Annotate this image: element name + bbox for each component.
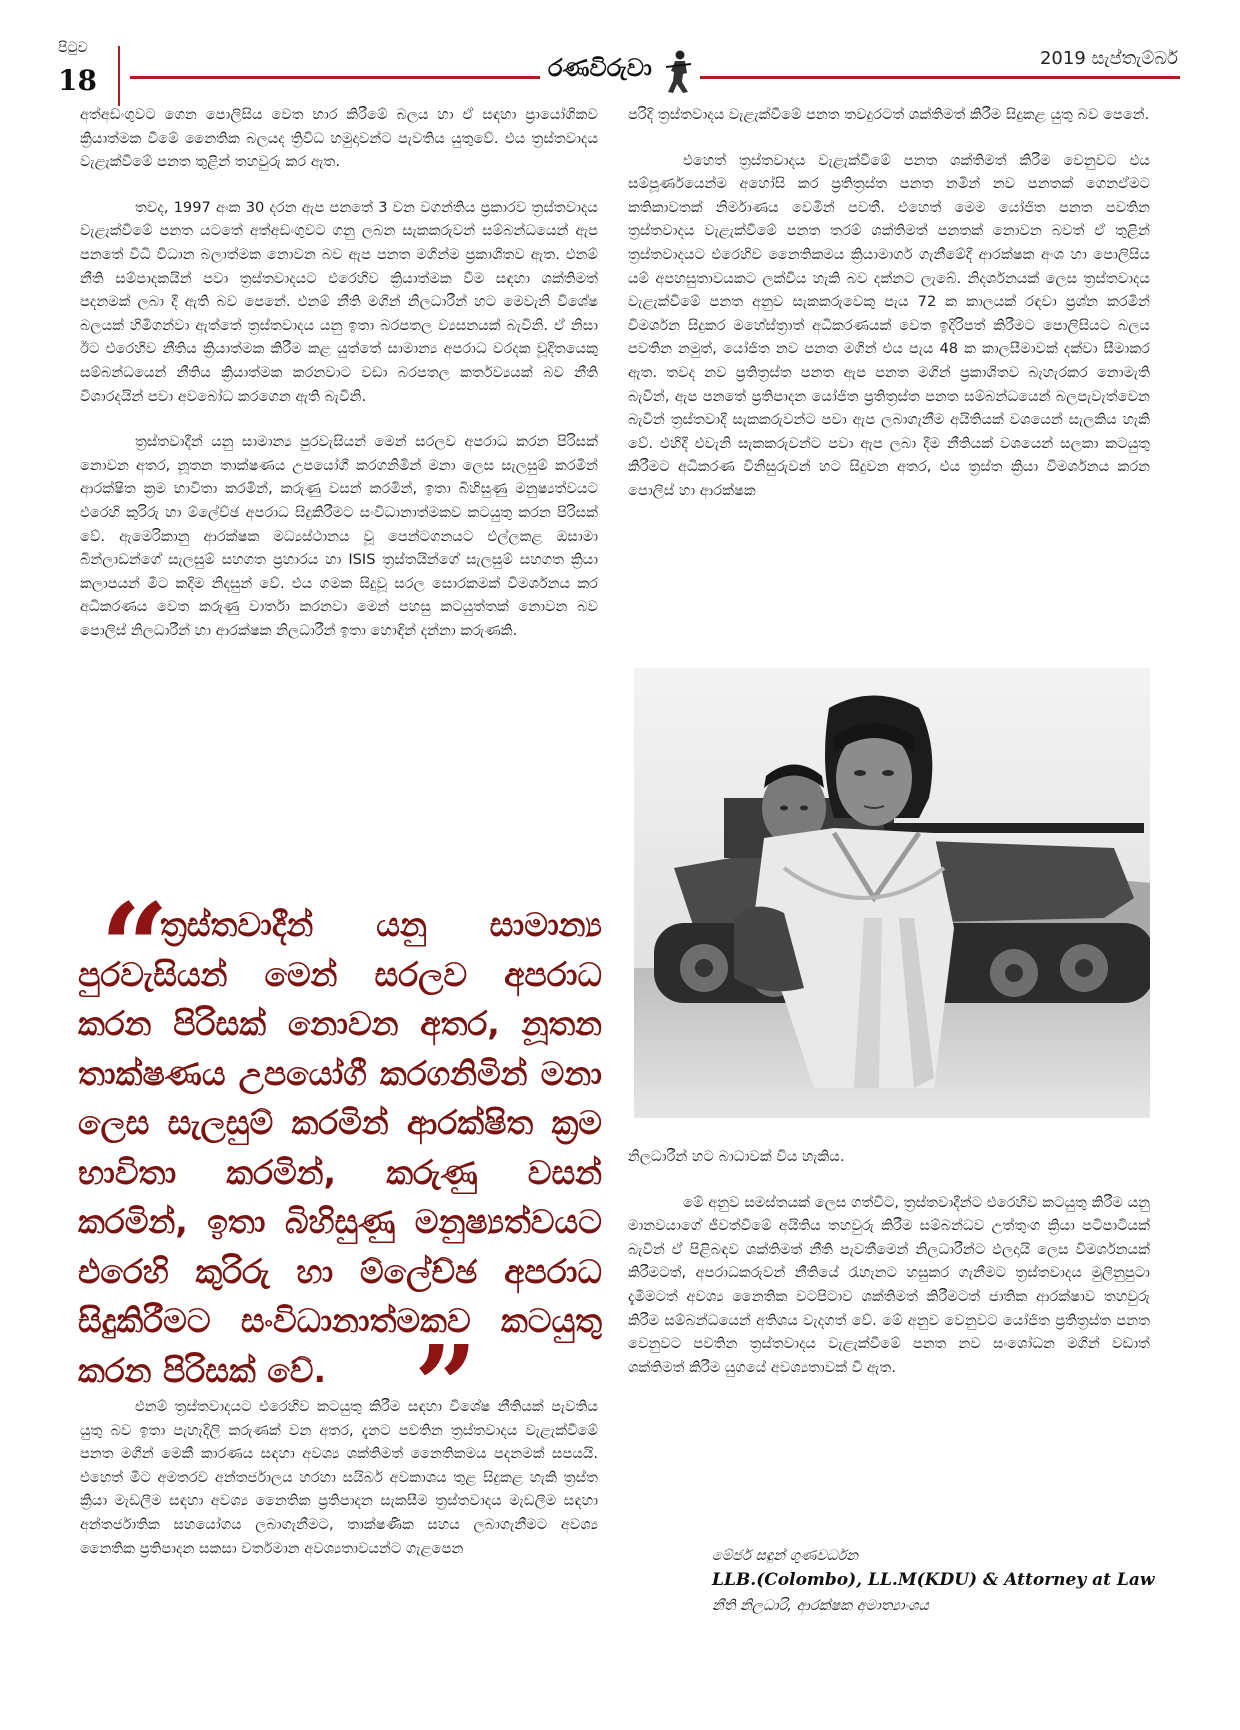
page-header [0,0,1240,110]
header-vertical-rule [118,46,120,106]
author-name: මේජර් සඳුන් ගුණවර්ධන [712,1548,859,1564]
masthead [548,48,698,94]
author-qualifications: LLB.(Colombo), LL.M(KDU) & Attorney at Law [712,1570,1155,1590]
header-rule-right [700,76,1180,79]
paragraph: ත්‍රස්තවාදීන් යනු සාමාන්‍ය පුරවැසියන් මෙන් සරලව අපරාධ කරන පිරිසක් නොවන අතර, නූතන තාක්ෂණය උපයෝගී කරගනිමින් මනා ලෙස සැලසුම් කරමින් ආරක්ෂිත ක්‍රම භාවිතා කරමින්, කරුණු වසන් කරමින්, ඉතා බිහිසුණු මනුෂ්‍යත්වයට එරෙහි කුරිරු හා ම්ලේච්ඡ අපරාධ සිදුකිරීමට සංවිධානාත්මකව කටයුතු කරන පිරිසක් වේ. ඇමෙරිකානු ආරක්ෂක මධ්‍යස්ථානය වූ පෙන්ටගනයට එල්ලකළ ඔසාමා බින්ලාඩන්ගේ සැලසුම් සහගත ප්‍රහාරය හා ISIS ත්‍රස්තයින්ගේ සැලසුම් සහගත ක්‍රියා කලාපයන් මීට කදිම නිදසුන් වේ. එය ගමක සිදුවූ සරල සොරකමක් විමර්ශනය කර අධිකරණය වෙත කරුණු වාර්තා කරනවා මෙන් පහසු කටයුත්තක් නොවන බව පොලිස් නිලධාරීන් හා ආරක්ෂක නිලධාරීන් ඉතා හොඳින් දන්නා කරුණකි. [80,433,598,639]
paragraph: අත්අඩංගුවට ගෙන පොලිසිය වෙත භාර කිරීමේ බලය හා ඒ සඳහා ප්‍රායෝගිකව ක්‍රියාත්මක වීමේ නෛතික බලයද ත්‍රිවිධ හමුදාවන්ට පැවතිය යුතුවේ. එය ත්‍රස්තවාදය වැළැක්වීමේ පනත තුළින් තහවුරු කර ඇත. [80,106,598,171]
masthead-title: රණවිරුවා [548,54,652,82]
paragraph: නිලධාරීන් හට බාධාවක් විය හැකිය. [628,1148,845,1165]
right-column-bottom [628,1145,1150,1401]
pull-quote [78,877,602,1450]
right-column-top [628,103,1150,525]
left-column-bottom [80,1395,598,1582]
left-column-top [80,103,598,664]
pull-quote-body: ත්‍රස්තවාදීන් යනු සාමාන්‍ය පුරවැසියන් මෙන් සරලව අපරාධ කරන පිරිසක් නොවන අතර, නූතන තාක්ෂණය උපයෝගී කරගනිමින් මනා ලෙස සැලසුම් කරමින් ආරක්ෂිත ක්‍රම භාවිතා කරමින්, කරුණු වසන් කරමින්, ඉතා බිහිසුණු මනුෂ්‍යත්වයට එරෙහි කුරිරු හා ම්ලේච්ඡ අපරාධ සිදුකිරීමට සංවිධානාත්මකව කටයුතු කරන පිරිසක් වේ. [78,905,602,1390]
article-photo [634,668,1150,1118]
paragraph: එනම් ත්‍රස්තවාදයට එරෙහිව කටයුතු කිරීම සඳහා විශේෂ නීතියක් පැවතිය යුතු බව ඉතා පැහැදිලි කරුණක් වන අතර, දැනට පවතින ත්‍රස්තවාදය වැළැක්වීමේ පනත මගින් මෙකී කාරණය සඳහා අවශ්‍ය ශක්තිමත් නෛතිකමය පදනමක් සපයයි. එහෙත් මීට අමතරව අන්තර්ජාලය හරහා සයිබර් අවකාශය තුළ සිදුකළ හැකි ත්‍රස්ත ක්‍රියා මැඩලීම සඳහා අවශ්‍ය නෛතික ප්‍රතිපාදන සැකසීම ත්‍රස්තවාදය මැඩලීම සඳහා අන්තර්ජාතික සහයෝගය ලබාගැනීමට, තාක්ෂණික සහය ලබාගැනීමට අවශ්‍ය නෛතික ප්‍රතිපාදන සකසා වර්තමාන අවශ්‍යතාවයන්ට ගැළපෙන [80,1398,598,1557]
photo-illustration [634,668,1150,1118]
paragraph: එහෙත් ත්‍රස්තවාදය වැළැක්වීමේ පනත ශක්තිමත් කිරීම වෙනුවට එය සම්පූර්ණයෙන්ම අහෝසි කර ප්‍රතිත්‍රස්ත පනත නමින් නව පනතක් ගෙනඒමට කතිකාවතක් නිර්මාණය වෙමින් පවතී. එහෙත් මෙම යෝජිත පනත පවතින ත්‍රස්තවාදය වැළැක්වීමේ පනත තරම් ශක්තිමත් පනතක් නොවන බවත් ඒ තුළින් ත්‍රස්තවාදයට එරෙහිව නෛතිකමය ක්‍රියාමාර්ග ගැනීමේදී ආරක්ෂක අංශ හා පොලිසිය යම් අපහසුතාවයකට ලක්විය හැකි බව දක්නට ලැබේ. නිදර්ශනයක් ලෙස ත්‍රස්තවාදය වැළැක්වීමේ පනත අනුව සැකකරුවෙකු පැය 72 ක කාලයක් රඳවා ප්‍රශ්න කරමින් විමර්ශන සිදුකර මහේස්ත්‍රාත් අධිකරණයක් වෙත ඉදිරිපත් කිරීමට පොලිසියට බලය පවතින නමුත්, යෝජිත නව පනත මගින් එය පැය 48 ක කාලසීමාවක් දක්වා සීමාකර ඇත. තවද නව ප්‍රතිත්‍රස්ත පනත ඇප පනත මගින් ප්‍රකාශිතව බැහැරකර නොමැති බැවින්, ඇප පනතේ ප්‍රතිපාදන යෝජිත ප්‍රතිත්‍රස්ත පනත සම්බන්ධයෙන් බලපැවැත්වෙන බැවින් ත්‍රස්තවාදී සැකකරුවන්ට පවා ඇප ලබාගැනීම අයිතියක් වශයෙන් සැලකිය හැකි වේ. එහිදී එවැනි සැකකරුවන්ට පවා ඇප ලබා දීම නීතියක් වශයෙන් සලකා කටයුතු කිරීමට අධිකරණ විනිසුරුවන් හට සිදුවන අතර, එය ත්‍රස්ත ක්‍රියා විමර්ශනය කරන පොලිස් හා ආරක්ෂක [628,151,1151,499]
open-quote-mark: “ [100,877,170,1018]
paragraph: තවද, 1997 අංක 30 දරන ඇප පනතේ 3 වන වගන්තිය ප්‍රකාරව ත්‍රස්තවාදය වැළැක්වීමේ පනත යටතේ අත්අඩංගුවට ගනු ලබන සැකකරුවන් සම්බන්ධයෙන් ඇප පනතේ විධි විධාන බලාත්මක නොවන බව ඇප පනත මගින්ම ප්‍රකාශිතව ඇත. එනම් නීති සම්පාදකයින් පවා ත්‍රස්තවාදයට එරෙහිව ක්‍රියාත්මක වීම සඳහා ශක්තිමත් පදනමක් ලබා දී ඇති බව පෙනේ. එනම් නීති මගින් නිලධාරීන් හට මෙවැනි විශේෂ බලයක් හිමිගන්වා ඇත්තේ ත්‍රස්තවාදය යනු ඉතා බරපතල ව්‍යසනයක් බැවිනි. ඒ නිසා ඊට එරෙහිව නීතිය ක්‍රියාත්මක කිරීම කළ යුත්තේ සාමාන්‍ය අපරාධ වරදක චූදිතයෙකු සම්බන්ධයෙන් නීතිය ක්‍රියාත්මක කරනවාට වඩා බරපතල කර්තව්‍යයක් බව නීති විශාරදයින් පවා අවබෝධ කරගෙන ඇති බැවිනි. [80,198,598,405]
paragraph: මේ අනුව සමස්තයක් ලෙස ගත්විට, ත්‍රස්තවාදීන්ට එරෙහිව කටයුතු කිරීම යනු මානවයාගේ ජීවත්වීමේ අයිතිය තහවුරු කිරීම සම්බන්ධව උත්තුංග ක්‍රියා පටිපාටියක් බැවින් ඒ පිළිබඳව ශක්තිමත් නීති පැවතීමෙන් නිලධාරීන්ට ඵලදායි ලෙස විමර්ශනයක් කිරීමටත්, අපරාධකරුවන් නීතියේ රැහැනට හසුකර ගැනීමට ත්‍රස්තවාදය මුලිනුපුටා දැමීමටත් අවශ්‍ය නෛතික වටපිටාව ශක්තිමත් කිරීමටත් ජාතික ආරක්ෂාව තහවුරු කිරීම සම්බන්ධයෙන් අතිශය වැදගත් වේ. මේ අනුව වෙනුවට යෝජිත ප්‍රතිත්‍රස්ත පනත වෙනුවට පවතින ත්‍රස්තවාදය වැළැක්වීමේ පනත නව සංශෝධන මගින් වඩාත් ශක්තිමත් කිරීම යුගයේ අවශ්‍යතාවක් වී ඇත. [628,1193,1150,1376]
header-rule-left [130,76,540,79]
page-number: 18 [58,64,97,97]
close-quote-mark: ” [414,1320,478,1450]
author-signature [712,1548,1172,1614]
page-label: පිටුව [58,40,88,56]
issue-date: 2019 සැප්තැම්බර් [1039,48,1178,69]
soldier-icon [658,48,698,94]
author-title: නීති නිලධාරි, ආරක්ෂක අමාත්‍යාංශය [712,1598,929,1614]
paragraph: පරිදි ත්‍රස්තවාදය වැළැක්වීමේ පනත තවදුරටත් ශක්තිමත් කිරීම සිදුකළ යුතු බව පෙනේ. [628,106,1150,123]
